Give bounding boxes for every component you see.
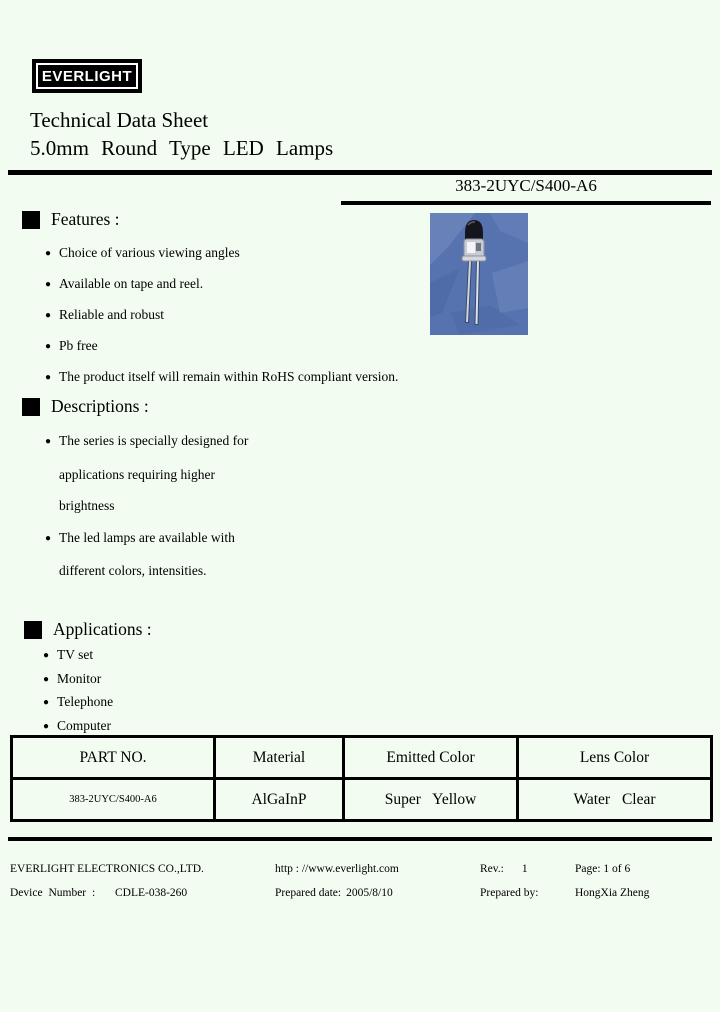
footer-prepared-by-label: Prepared by:: [480, 887, 539, 899]
list-item: ● Computer: [43, 715, 293, 739]
prepared-date-label: Prepared date:: [275, 887, 342, 899]
list-item: ● Pb free: [45, 338, 445, 369]
list-item: ● The product itself will remain within RoHS compliant version.: [45, 369, 445, 400]
cell-emitted-color: Super Yellow: [344, 779, 518, 821]
footer-device-number-value: CDLE-038-260: [115, 887, 188, 899]
col-header-part-no: PART NO.: [12, 737, 215, 779]
title-line2: 5.0mm Round Type LED Lamps: [30, 136, 334, 160]
document-title: [30, 106, 333, 162]
spec-table: [10, 735, 713, 822]
footer-page-info: Page: 1 of 6: [575, 863, 631, 875]
list-item-line: brightness: [59, 498, 115, 513]
applications-list: [43, 644, 293, 738]
cell-material: AlGaInP: [215, 779, 344, 821]
cell-lens-color: Water Clear: [518, 779, 712, 821]
col-header-material: Material: [215, 737, 344, 779]
rev-value: 1: [521, 863, 528, 875]
section-square-icon: [22, 398, 40, 416]
applications-heading-label: Applications :: [53, 619, 152, 639]
features-heading-label: Features :: [51, 209, 120, 229]
descriptions-heading-label: Descriptions :: [51, 396, 149, 416]
table-data-row: [12, 779, 712, 821]
cell-part-no: 383-2UYC/S400-A6: [12, 779, 215, 821]
list-item: ● TV set: [43, 644, 293, 668]
rev-label: Rev.:: [480, 863, 504, 875]
col-header-lens-color: Lens Color: [518, 737, 712, 779]
footer-prepared-by-name: HongXia Zheng: [575, 887, 650, 899]
list-item: ● Choice of various viewing angles: [45, 245, 445, 276]
section-square-icon: [22, 211, 40, 229]
col-header-emitted-color: Emitted Color: [344, 737, 518, 779]
list-item: ● Monitor: [43, 668, 293, 692]
part-number-heading: 383-2UYC/S400-A6: [341, 176, 711, 205]
descriptions-section-heading: [22, 396, 149, 417]
list-item: ● Available on tape and reel.: [45, 276, 445, 307]
everlight-logo-text: EVERLIGHT: [36, 63, 138, 89]
led-product-photo: [430, 213, 528, 335]
descriptions-list: [45, 425, 375, 587]
features-list: [45, 245, 445, 400]
footer-revision: [480, 863, 528, 875]
footer-prepared-date: [275, 887, 393, 899]
list-item-line: ● The series is specially designed for: [45, 425, 375, 459]
footer-company: EVERLIGHT ELECTRONICS CO.,LTD.: [10, 863, 204, 875]
footer-website: http : //www.everlight.com: [275, 863, 399, 875]
features-section-heading: [22, 209, 120, 230]
list-item: ● Reliable and robust: [45, 307, 445, 338]
section-square-icon: [24, 621, 42, 639]
list-item-line: different colors, intensities.: [59, 563, 207, 578]
footer-divider: [8, 837, 712, 841]
everlight-logo: [32, 59, 142, 93]
footer-device-number-label: Device Number :: [10, 887, 96, 899]
header-divider: [8, 170, 712, 175]
applications-section-heading: [24, 619, 152, 640]
led-photo-illustration: [430, 213, 528, 335]
title-line1: Technical Data Sheet: [30, 108, 209, 132]
table-header-row: [12, 737, 712, 779]
list-item: ● Telephone: [43, 691, 293, 715]
list-item-line: applications requiring higher: [59, 466, 215, 482]
prepared-date-value: 2005/8/10: [346, 887, 393, 899]
list-item-line: ● The led lamps are available with: [45, 522, 375, 556]
